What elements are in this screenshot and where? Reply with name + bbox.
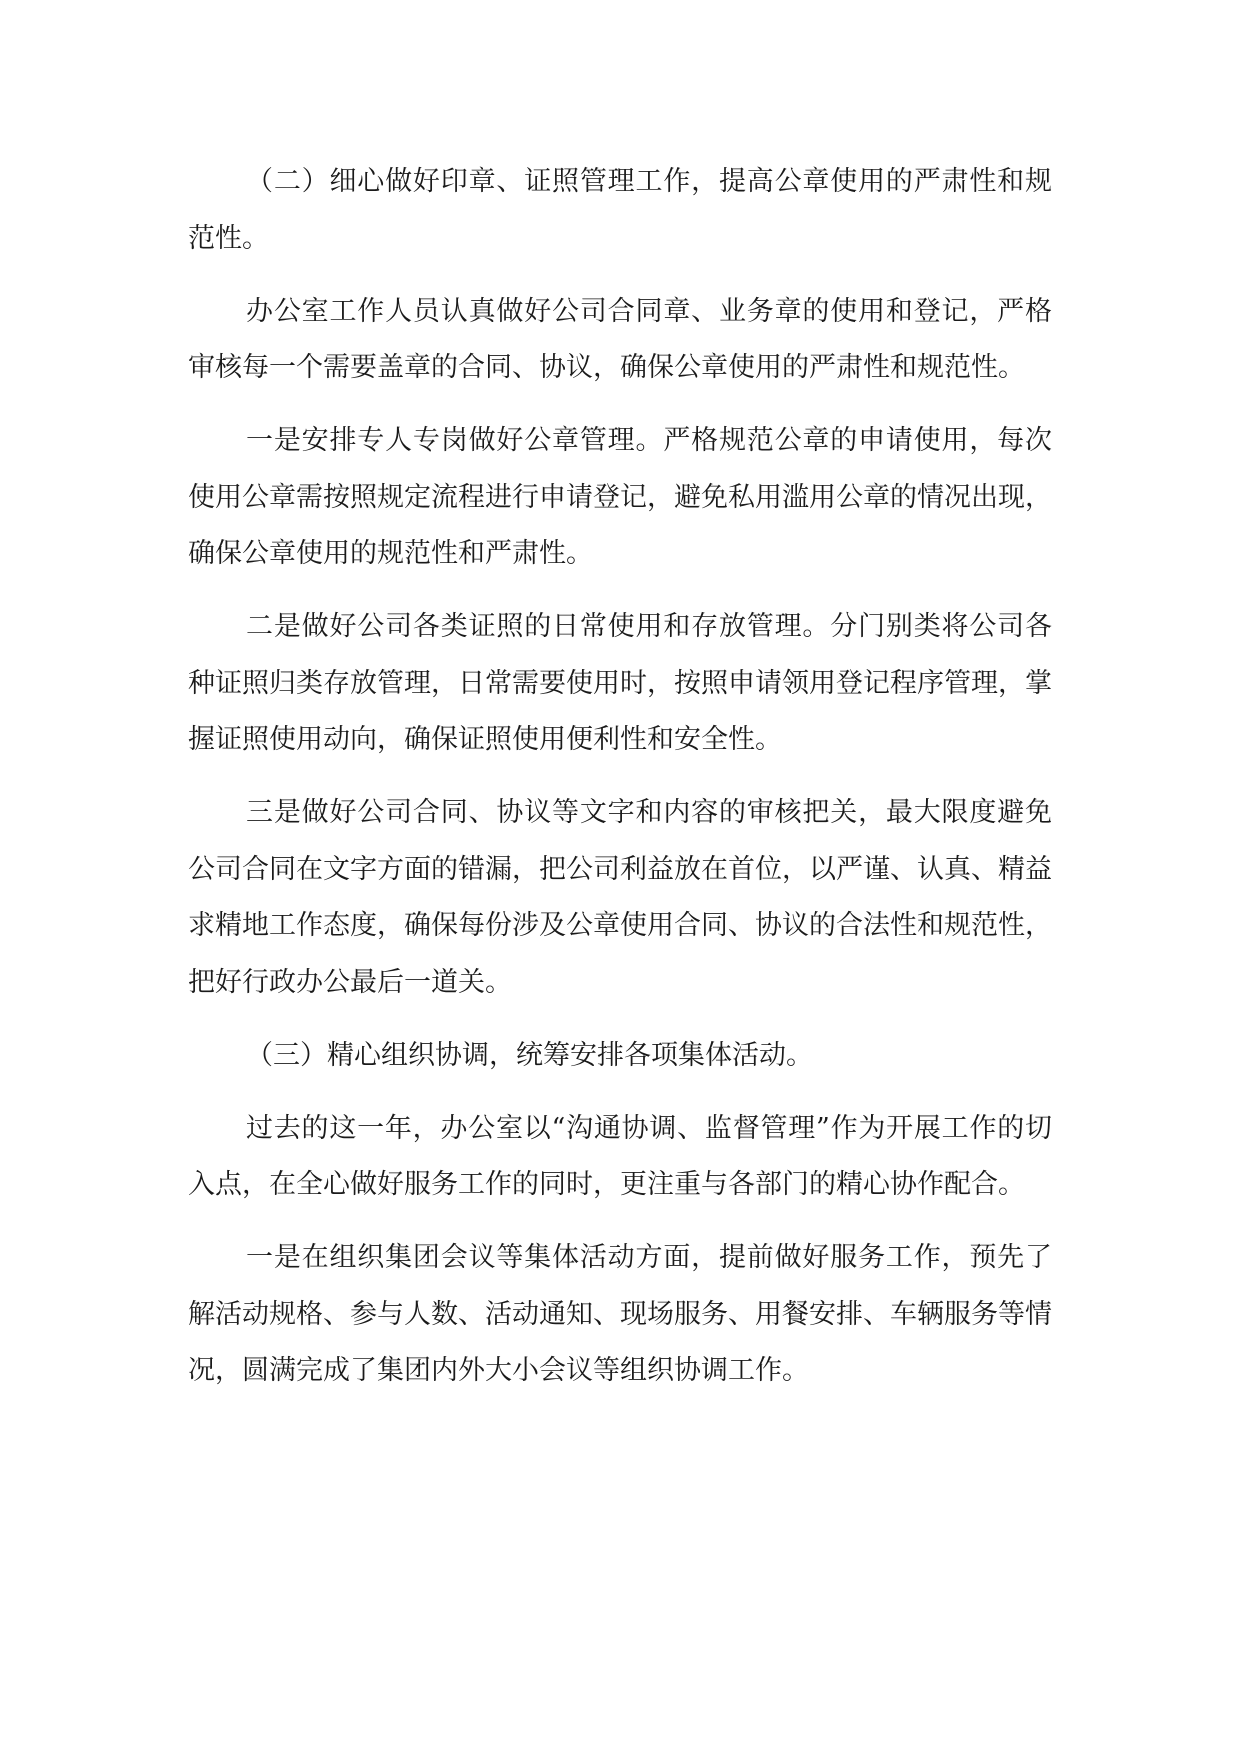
paragraph-point-three-contracts: 三是做好公司合同、协议等文字和内容的审核把关，最大限度避免公司合同在文字方面的错漏，把公司利益放在首位，以严谨、认真、精益求精地工作态度，确保每份涉及公章使用合同、协议的合法性和规范性，把好行政办公最后一道关。: [188, 797, 1052, 998]
section-heading-seal-management: （二）细心做好印章、证照管理工作，提高公章使用的严肃性和规范性。: [188, 166, 1052, 254]
paragraph-point-two-licenses: 二是做好公司各类证照的日常使用和存放管理。分门别类将公司各种证照归类存放管理，日常需要使用时，按照申请领用登记程序管理，掌握证照使用动向，确保证照使用便利性和安全性。: [188, 611, 1052, 755]
paragraph-seal-registration: 办公室工作人员认真做好公司合同章、业务章的使用和登记，严格审核每一个需要盖章的合同、协议，确保公章使用的严肃性和规范性。: [188, 295, 1052, 383]
paragraph-past-year: 过去的这一年，办公室以“沟通协调、监督管理”作为开展工作的切入点，在全心做好服务工作的同时，更注重与各部门的精心协作配合。: [188, 1112, 1052, 1200]
paragraph-point-one-seal: 一是安排专人专岗做好公章管理。严格规范公章的申请使用，每次使用公章需按照规定流程进行申请登记，避免私用滥用公章的情况出现，确保公章使用的规范性和严肃性。: [188, 425, 1052, 569]
document-body: [188, 154, 1052, 1416]
paragraph-point-one-meetings: 一是在组织集团会议等集体活动方面，提前做好服务工作，预先了解活动规格、参与人数、活动通知、现场服务、用餐安排、车辆服务等情况，圆满完成了集团内外大小会议等组织协调工作。: [188, 1242, 1052, 1386]
section-heading-coordination: （三）精心组织协调，统筹安排各项集体活动。: [246, 1039, 813, 1071]
